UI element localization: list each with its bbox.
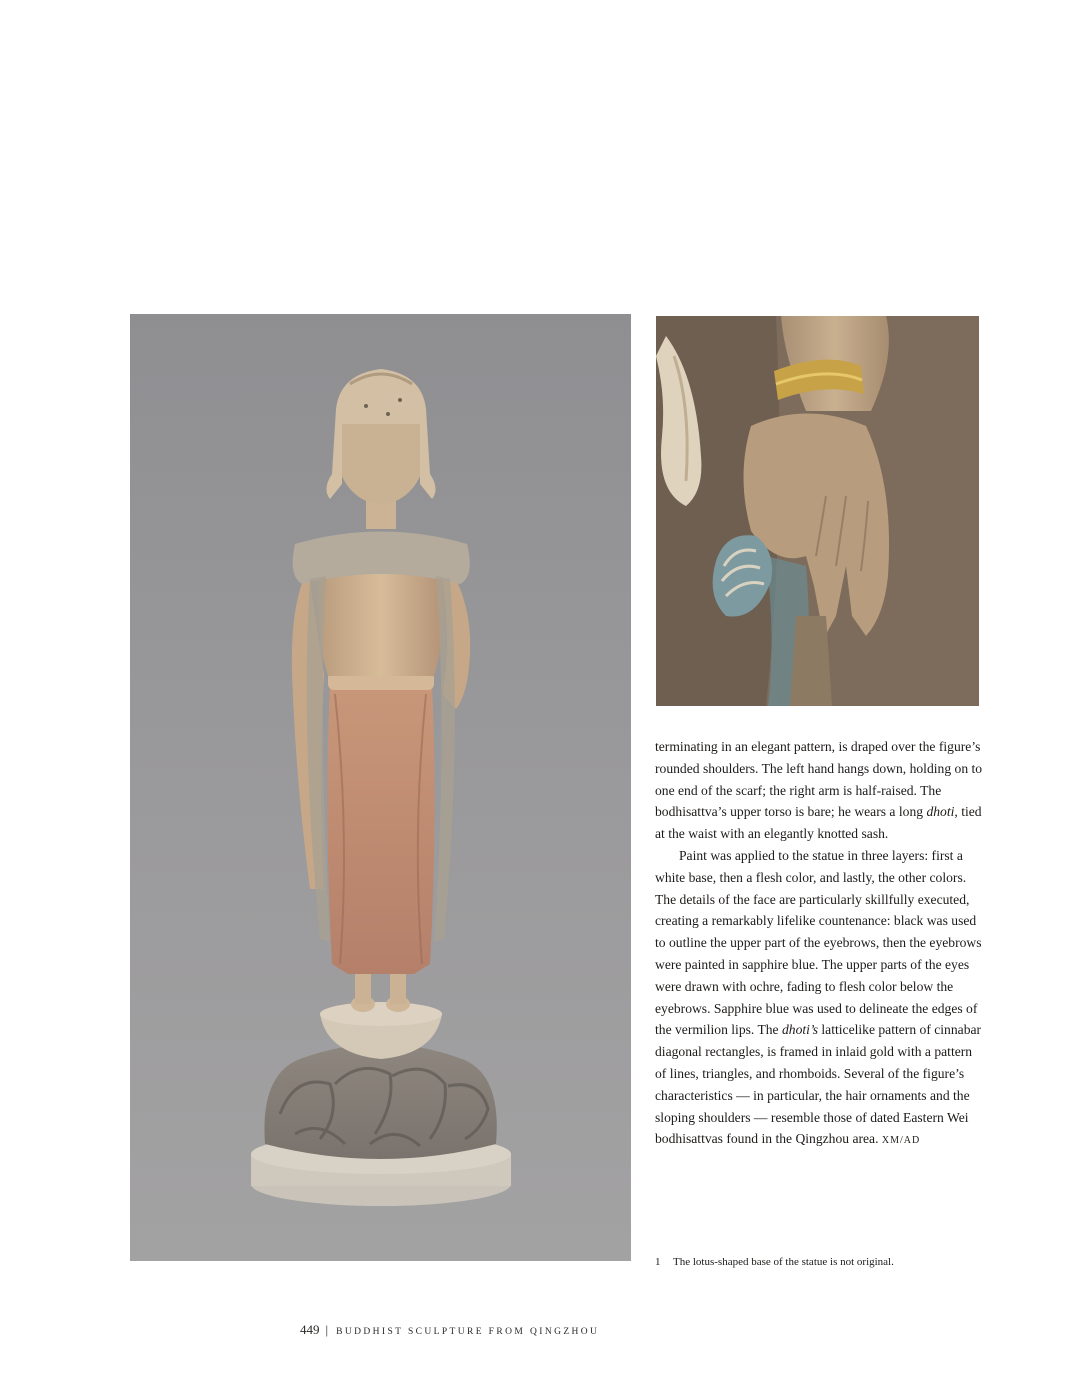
- running-title: BUDDHIST SCULPTURE FROM QINGZHOU: [336, 1327, 600, 1337]
- paragraph-2-text-a: Paint was applied to the statue in three layers: first a white base, then a flesh color, and lastly, the other colors. The details of the face are particularly skillfully executed, creating a remarkably lifelike countenance: black was used to outline the upper part of the eyebrows, then the eyebrows were painted in sapphire blue. The upper parts of the eyes were drawn with ochre, fading to flesh color below the eyebrows. Sapphire blue was used to delineate the edges of the vermilion lips. The: [655, 847, 982, 1038]
- footer-separator: |: [325, 1322, 329, 1337]
- paragraph-1-text-a: terminating in an elegant pattern, is draped over the figure’s rounded shoulders. The left hand hangs down, holding on to one end of the scarf; the right arm is half-raised. The bodhisattva’s upper torso is bare; he wears a long: [655, 739, 983, 820]
- term-dhoti: dhoti: [926, 804, 955, 820]
- author-initials: XM/AD: [881, 1135, 921, 1147]
- term-dhoti-possessive: dhoti’s: [781, 1022, 818, 1038]
- hand-detail-photo: [656, 316, 979, 706]
- footnote-number: 1: [655, 1256, 661, 1268]
- paragraph-2: [655, 845, 983, 1152]
- page-number: 449: [300, 1322, 320, 1337]
- footnote-text: The lotus-shaped base of the statue is not original.: [673, 1256, 894, 1268]
- hand-detail-illustration: [656, 316, 979, 706]
- page-footer: [300, 1322, 599, 1342]
- paragraph-1-text-b: , tied at the waist with an elegantly knotted sash.: [655, 804, 982, 842]
- paragraph-2-text-b: latticelike pattern of cinnabar diagonal rectangles, is framed in inlaid gold with a pattern of lines, triangles, and rhomboids. Several of the figure’s characteristics — in particular, the hair ornaments and the sloping shoulders — resemble those of dated Eastern Wei bodhisattvas found in the Qingzhou area.: [655, 1022, 982, 1147]
- article-text: [655, 736, 983, 1152]
- statue-back-view-photo: [130, 314, 631, 1261]
- footnote: [655, 1254, 985, 1270]
- statue-illustration: [130, 314, 631, 1261]
- paragraph-1: [655, 736, 983, 845]
